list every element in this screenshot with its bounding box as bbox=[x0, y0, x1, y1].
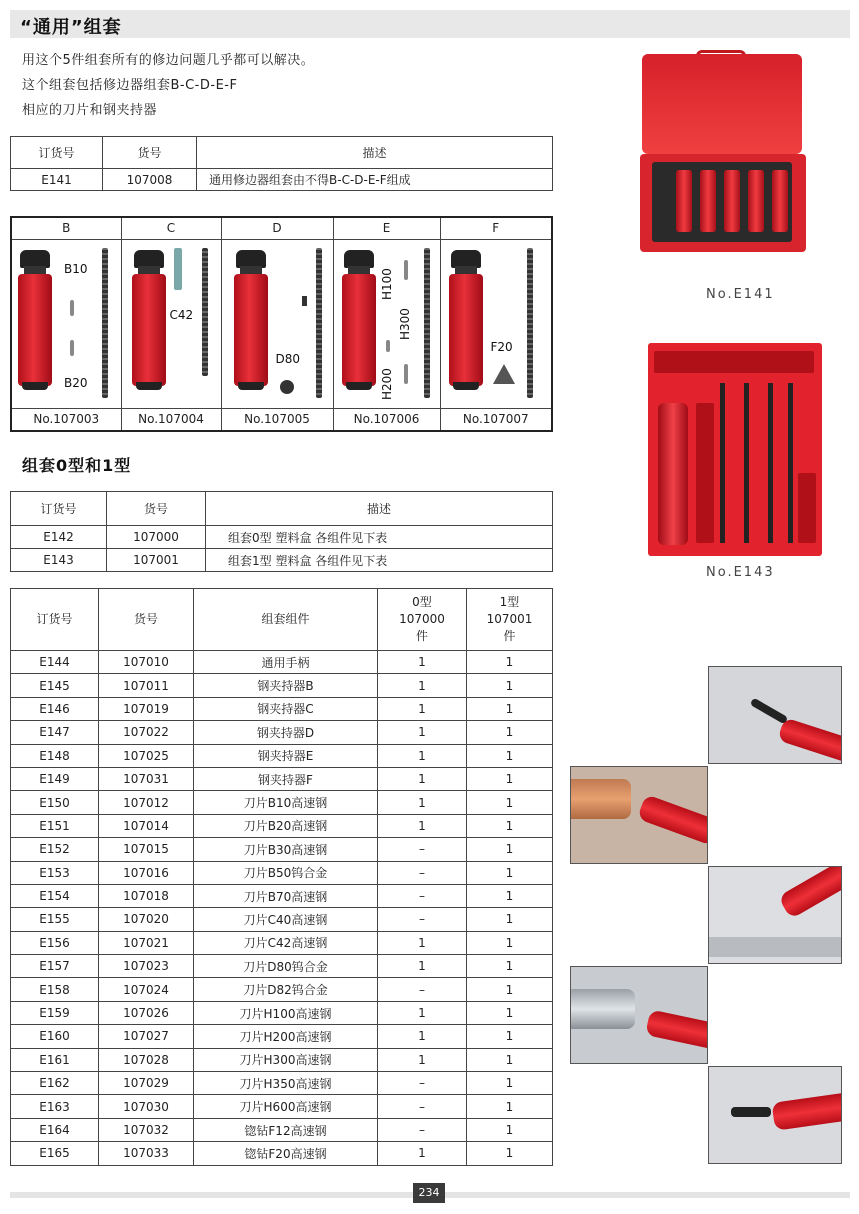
holder-figure-c bbox=[121, 239, 221, 408]
cell-qty-type1: 1 bbox=[467, 791, 553, 814]
header-order-no: 订货号 bbox=[11, 492, 107, 526]
cell-item-no: 107028 bbox=[99, 1048, 194, 1071]
cell-qty-type0: 1 bbox=[378, 767, 467, 790]
cell-component: 刀片H600高速钢 bbox=[194, 1095, 378, 1118]
cell-component: 通用手柄 bbox=[194, 651, 378, 674]
cell-order-no: E144 bbox=[11, 651, 99, 674]
cell-qty-type0: 1 bbox=[378, 1142, 467, 1165]
page-title: “通用”组套 bbox=[20, 17, 122, 38]
cell-qty-type0: 1 bbox=[378, 651, 467, 674]
cell-item-no: 107019 bbox=[99, 697, 194, 720]
title-bar bbox=[10, 10, 850, 38]
cell-order-no: E163 bbox=[11, 1095, 99, 1118]
holder-figure-b bbox=[11, 239, 121, 408]
case-e141-caption: No.E141 bbox=[706, 287, 775, 302]
table-row bbox=[11, 744, 553, 767]
order-table-e141 bbox=[10, 136, 553, 191]
holder-figure-e bbox=[333, 239, 440, 408]
cell-item-no: 107021 bbox=[99, 931, 194, 954]
blade-image bbox=[404, 364, 408, 384]
table-row bbox=[11, 1001, 553, 1024]
table-row bbox=[11, 697, 553, 720]
cell-qty-type0: 1 bbox=[378, 1025, 467, 1048]
cell-order-no: E160 bbox=[11, 1025, 99, 1048]
cell-order-no: E146 bbox=[11, 697, 99, 720]
cell-qty-type0: 1 bbox=[378, 1048, 467, 1071]
screw-image bbox=[302, 296, 307, 306]
holder-header-b: B bbox=[11, 217, 121, 239]
cell-qty-type1: 1 bbox=[467, 838, 553, 861]
cell-qty-type0: – bbox=[378, 838, 467, 861]
cell-order-no: E162 bbox=[11, 1072, 99, 1095]
intro-line: 这个组套包括修边器组套B-C-D-E-F bbox=[22, 78, 238, 93]
cell-component: 刀片C40高速钢 bbox=[194, 908, 378, 931]
cell-qty-type1: 1 bbox=[467, 1142, 553, 1165]
holder-rod-image bbox=[202, 248, 208, 376]
cell-qty-type0: 1 bbox=[378, 721, 467, 744]
header-component: 组套组件 bbox=[194, 589, 378, 651]
cell-order-no: E143 bbox=[11, 549, 107, 572]
cell-component: 刀片B30高速钢 bbox=[194, 838, 378, 861]
table-row bbox=[11, 838, 553, 861]
cell-component: 刀片H100高速钢 bbox=[194, 1001, 378, 1024]
cell-qty-type1: 1 bbox=[467, 674, 553, 697]
cell-item-no: 107008 bbox=[103, 169, 197, 191]
cell-qty-type0: 1 bbox=[378, 955, 467, 978]
cell-order-no: E149 bbox=[11, 767, 99, 790]
cell-qty-type1: 1 bbox=[467, 697, 553, 720]
holder-number: No.107005 bbox=[221, 408, 333, 431]
holder-header-d: D bbox=[221, 217, 333, 239]
cell-item-no: 107020 bbox=[99, 908, 194, 931]
usage-photo-plate bbox=[708, 666, 842, 764]
parts-table bbox=[10, 588, 553, 1166]
cell-component: 钢夹持器D bbox=[194, 721, 378, 744]
cell-component: 刀片B10高速钢 bbox=[194, 791, 378, 814]
header-type1-line: 件 bbox=[503, 629, 516, 643]
holder-rod-image bbox=[316, 248, 322, 398]
cell-item-no: 107000 bbox=[107, 526, 206, 549]
table-row bbox=[11, 978, 553, 1001]
table-row bbox=[11, 767, 553, 790]
cell-component: 刀片B50钨合金 bbox=[194, 861, 378, 884]
usage-photo-hole bbox=[708, 1066, 842, 1164]
cell-item-no: 107023 bbox=[99, 955, 194, 978]
parts-table-body bbox=[11, 651, 553, 1166]
cell-qty-type1: 1 bbox=[467, 1072, 553, 1095]
cell-qty-type0: – bbox=[378, 908, 467, 931]
blade-label: B20 bbox=[64, 375, 88, 390]
usage-photo-edge bbox=[708, 866, 842, 964]
cell-order-no: E164 bbox=[11, 1118, 99, 1141]
holder-number: No.107006 bbox=[333, 408, 440, 431]
cell-qty-type0: – bbox=[378, 861, 467, 884]
cell-component: 刀片H300高速钢 bbox=[194, 1048, 378, 1071]
cell-item-no: 107026 bbox=[99, 1001, 194, 1024]
cell-component: 钢夹持器C bbox=[194, 697, 378, 720]
cell-order-no: E154 bbox=[11, 884, 99, 907]
cell-component: 刀片B20高速钢 bbox=[194, 814, 378, 837]
cell-qty-type1: 1 bbox=[467, 744, 553, 767]
blade-label: B10 bbox=[64, 261, 88, 276]
cell-order-no: E155 bbox=[11, 908, 99, 931]
cell-order-no: E141 bbox=[11, 169, 103, 191]
blade-image bbox=[404, 260, 408, 280]
table-row bbox=[11, 814, 553, 837]
cell-order-no: E147 bbox=[11, 721, 99, 744]
cell-qty-type1: 1 bbox=[467, 814, 553, 837]
cell-qty-type1: 1 bbox=[467, 721, 553, 744]
blade-image bbox=[70, 300, 74, 316]
cell-component: 钢夹持器E bbox=[194, 744, 378, 767]
cell-order-no: E153 bbox=[11, 861, 99, 884]
table-row bbox=[11, 908, 553, 931]
handle-image bbox=[234, 250, 268, 390]
usage-photo-pipe bbox=[570, 766, 708, 864]
table-row bbox=[11, 955, 553, 978]
cell-qty-type1: 1 bbox=[467, 955, 553, 978]
cell-order-no: E148 bbox=[11, 744, 99, 767]
cell-qty-type1: 1 bbox=[467, 1001, 553, 1024]
blade-label: H200 bbox=[379, 367, 394, 400]
cell-qty-type1: 1 bbox=[467, 651, 553, 674]
blade-image bbox=[70, 340, 74, 356]
cell-item-no: 107016 bbox=[99, 861, 194, 884]
cell-item-no: 107032 bbox=[99, 1118, 194, 1141]
cell-component: 刀片C42高速钢 bbox=[194, 931, 378, 954]
header-type1-line: 107001 bbox=[486, 612, 533, 626]
header-type0-line: 0型 bbox=[412, 595, 432, 609]
cell-item-no: 107027 bbox=[99, 1025, 194, 1048]
cell-qty-type1: 1 bbox=[467, 931, 553, 954]
table-row bbox=[11, 1072, 553, 1095]
cell-item-no: 107010 bbox=[99, 651, 194, 674]
case-e143-photo bbox=[648, 343, 822, 556]
cell-qty-type0: 1 bbox=[378, 1001, 467, 1024]
blade-image bbox=[174, 248, 182, 290]
cell-qty-type1: 1 bbox=[467, 767, 553, 790]
cell-order-no: E152 bbox=[11, 838, 99, 861]
cell-item-no: 107033 bbox=[99, 1142, 194, 1165]
cell-order-no: E157 bbox=[11, 955, 99, 978]
cell-qty-type0: 1 bbox=[378, 697, 467, 720]
cell-item-no: 107014 bbox=[99, 814, 194, 837]
cell-description: 组套0型 塑料盒 各组件见下表 bbox=[206, 526, 553, 549]
header-item-no: 货号 bbox=[99, 589, 194, 651]
cell-qty-type1: 1 bbox=[467, 1025, 553, 1048]
cell-qty-type0: 1 bbox=[378, 674, 467, 697]
intro-text bbox=[22, 48, 314, 123]
handle-image bbox=[18, 250, 52, 390]
cell-component: 刀片H350高速钢 bbox=[194, 1072, 378, 1095]
holder-figure-d bbox=[221, 239, 333, 408]
holder-rod-image bbox=[102, 248, 108, 398]
holder-header-c: C bbox=[121, 217, 221, 239]
cell-component: 刀片H200高速钢 bbox=[194, 1025, 378, 1048]
cell-qty-type1: 1 bbox=[467, 978, 553, 1001]
cell-component: 刀片D80钨合金 bbox=[194, 955, 378, 978]
blade-label: H100 bbox=[379, 267, 394, 300]
countersink-image bbox=[493, 364, 515, 384]
header-item-no: 货号 bbox=[103, 137, 197, 169]
cell-component: 刀片B70高速钢 bbox=[194, 884, 378, 907]
holders-table bbox=[10, 216, 553, 432]
table-row bbox=[11, 1048, 553, 1071]
section-title: 组套0型和1型 bbox=[22, 456, 132, 475]
intro-line: 相应的刀片和钢夹持器 bbox=[22, 103, 158, 118]
case-e143-caption: No.E143 bbox=[706, 565, 775, 580]
cell-component: 刀片D82钨合金 bbox=[194, 978, 378, 1001]
page-number: 234 bbox=[413, 1183, 445, 1203]
blade-label: C42 bbox=[169, 307, 194, 322]
table-row bbox=[11, 884, 553, 907]
cell-order-no: E158 bbox=[11, 978, 99, 1001]
cell-qty-type0: 1 bbox=[378, 931, 467, 954]
blade-label: D80 bbox=[275, 351, 301, 366]
cell-item-no: 107015 bbox=[99, 838, 194, 861]
header-type1-line: 1型 bbox=[499, 595, 520, 609]
header-item-no: 货号 bbox=[107, 492, 206, 526]
cell-component: 锪钻F20高速钢 bbox=[194, 1142, 378, 1165]
cell-qty-type1: 1 bbox=[467, 1095, 553, 1118]
cell-component: 锪钻F12高速钢 bbox=[194, 1118, 378, 1141]
table-row bbox=[11, 1118, 553, 1141]
table-row bbox=[11, 1095, 553, 1118]
cell-order-no: E159 bbox=[11, 1001, 99, 1024]
table-row bbox=[11, 931, 553, 954]
holder-rod-image bbox=[424, 248, 430, 398]
cell-qty-type0: 1 bbox=[378, 814, 467, 837]
blade-image bbox=[280, 380, 294, 394]
cell-qty-type0: – bbox=[378, 1118, 467, 1141]
header-type0-line: 107000 bbox=[399, 612, 445, 626]
holder-number: No.107007 bbox=[440, 408, 552, 431]
header-order-no: 订货号 bbox=[11, 137, 103, 169]
cell-item-no: 107018 bbox=[99, 884, 194, 907]
table-row bbox=[11, 721, 553, 744]
order-table-sets bbox=[10, 491, 553, 572]
holder-number: No.107004 bbox=[121, 408, 221, 431]
cell-qty-type1: 1 bbox=[467, 861, 553, 884]
cell-item-no: 107024 bbox=[99, 978, 194, 1001]
cell-qty-type1: 1 bbox=[467, 1048, 553, 1071]
cell-item-no: 107025 bbox=[99, 744, 194, 767]
holder-header-e: E bbox=[333, 217, 440, 239]
cell-component: 钢夹持器B bbox=[194, 674, 378, 697]
cell-qty-type0: – bbox=[378, 1095, 467, 1118]
header-type1 bbox=[467, 589, 553, 651]
case-e141-photo bbox=[636, 50, 808, 254]
cell-item-no: 107001 bbox=[107, 549, 206, 572]
cell-qty-type1: 1 bbox=[467, 908, 553, 931]
cell-item-no: 107029 bbox=[99, 1072, 194, 1095]
cell-item-no: 107012 bbox=[99, 791, 194, 814]
handle-image bbox=[449, 250, 483, 390]
blade-image bbox=[386, 340, 390, 352]
table-row bbox=[11, 674, 553, 697]
holder-header-f: F bbox=[440, 217, 552, 239]
intro-line: 用这个5件组套所有的修边问题几乎都可以解决。 bbox=[22, 53, 315, 68]
cell-qty-type0: – bbox=[378, 884, 467, 907]
table-row bbox=[11, 791, 553, 814]
holder-rod-image bbox=[527, 248, 533, 398]
table-row bbox=[11, 861, 553, 884]
table-row bbox=[11, 1025, 553, 1048]
handle-image bbox=[132, 250, 166, 390]
header-description: 描述 bbox=[197, 137, 553, 169]
cell-description: 通用修边器组套由不得B-C-D-E-F组成 bbox=[197, 169, 553, 191]
cell-description: 组套1型 塑料盒 各组件见下表 bbox=[206, 549, 553, 572]
cell-component: 钢夹持器F bbox=[194, 767, 378, 790]
cell-item-no: 107011 bbox=[99, 674, 194, 697]
cell-qty-type0: 1 bbox=[378, 791, 467, 814]
holder-figure-f bbox=[440, 239, 552, 408]
cell-item-no: 107031 bbox=[99, 767, 194, 790]
table-row bbox=[11, 1142, 553, 1165]
holder-number: No.107003 bbox=[11, 408, 121, 431]
cell-order-no: E145 bbox=[11, 674, 99, 697]
header-description: 描述 bbox=[206, 492, 553, 526]
cell-item-no: 107022 bbox=[99, 721, 194, 744]
cell-order-no: E151 bbox=[11, 814, 99, 837]
countersink-label: F20 bbox=[490, 339, 513, 354]
cell-order-no: E142 bbox=[11, 526, 107, 549]
header-type0 bbox=[378, 589, 467, 651]
cell-qty-type1: 1 bbox=[467, 884, 553, 907]
handle-image bbox=[342, 250, 376, 390]
cell-item-no: 107030 bbox=[99, 1095, 194, 1118]
table-row bbox=[11, 651, 553, 674]
cell-qty-type0: 1 bbox=[378, 744, 467, 767]
blade-label: H300 bbox=[397, 307, 412, 340]
cell-qty-type1: 1 bbox=[467, 1118, 553, 1141]
cell-qty-type0: – bbox=[378, 1072, 467, 1095]
cell-order-no: E156 bbox=[11, 931, 99, 954]
header-type0-line: 件 bbox=[415, 629, 428, 643]
usage-photo-tube bbox=[570, 966, 708, 1064]
cell-order-no: E161 bbox=[11, 1048, 99, 1071]
cell-order-no: E165 bbox=[11, 1142, 99, 1165]
cell-order-no: E150 bbox=[11, 791, 99, 814]
header-order-no: 订货号 bbox=[11, 589, 99, 651]
cell-qty-type0: – bbox=[378, 978, 467, 1001]
